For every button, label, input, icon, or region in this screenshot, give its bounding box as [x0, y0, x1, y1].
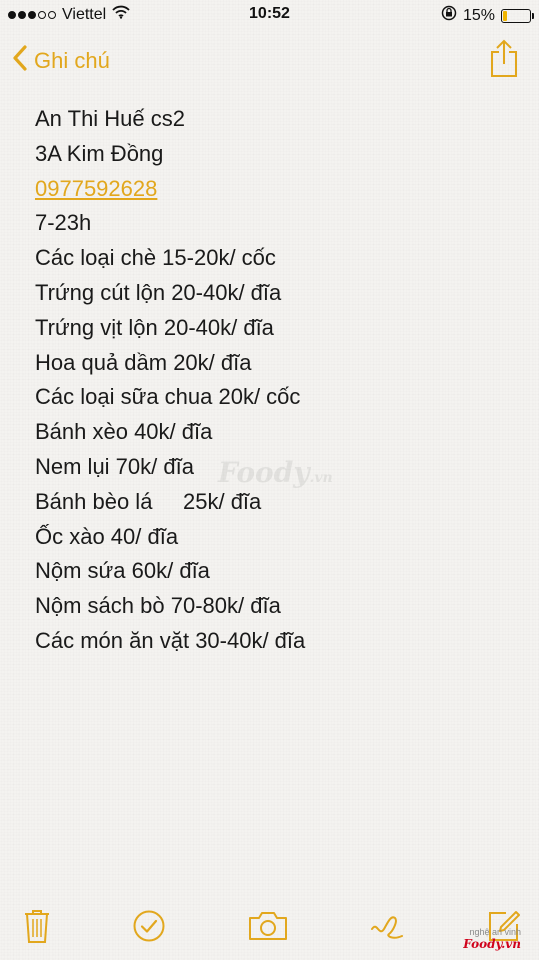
foody-logo: Foody.vn [463, 937, 521, 951]
status-time: 10:52 [249, 5, 290, 22]
back-button[interactable] [12, 44, 110, 77]
battery-level-fill [503, 11, 507, 21]
note-line: Các loại chè 15-20k/ cốc [35, 245, 276, 271]
battery-icon [501, 9, 531, 23]
note-line: Bánh bèo lá 25k/ đĩa [35, 488, 262, 514]
note-line: Các loại sữa chua 20k/ cốc [35, 384, 301, 410]
share-icon [489, 65, 519, 82]
phone-number-link[interactable]: 0977592628 [35, 175, 158, 201]
bottom-toolbar [0, 900, 539, 956]
note-body[interactable] [35, 102, 305, 659]
delete-button[interactable] [17, 908, 57, 948]
note-line: Trứng cút lộn 20-40k/ đĩa [35, 279, 282, 305]
share-button[interactable] [489, 38, 519, 83]
sketch-button[interactable] [367, 908, 407, 948]
chevron-left-icon [12, 44, 28, 77]
status-bar [0, 0, 539, 30]
navigation-bar [0, 36, 539, 84]
foody-credit [463, 926, 521, 950]
status-right [441, 5, 531, 26]
sketch-icon [369, 909, 405, 948]
checklist-button[interactable] [129, 908, 169, 948]
battery-percent: 15% [462, 6, 495, 24]
note-line: Nem lụi 70k/ đĩa [35, 453, 194, 479]
credit-text: nghệ an vinh [469, 927, 521, 937]
note-line: Bánh xèo 40k/ đĩa [35, 419, 213, 445]
trash-icon [23, 908, 51, 949]
back-button-label: Ghi chú [34, 47, 110, 73]
note-line: Các món ăn vặt 30-40k/ đĩa [35, 627, 306, 653]
carrier-name: Viettel [62, 5, 107, 23]
camera-button[interactable] [248, 908, 288, 948]
note-line: Nộm sứa 60k/ đĩa [35, 558, 210, 584]
note-line: Nộm sách bò 70-80k/ đĩa [35, 593, 281, 619]
watermark: Foody.vn [218, 456, 333, 489]
note-line: 3A Kim Đồng [35, 140, 164, 166]
note-line: Hoa quả dầm 20k/ đĩa [35, 349, 252, 375]
note-line: 7-23h [35, 210, 92, 236]
note-line: Trứng vịt lộn 20-40k/ đĩa [35, 314, 274, 340]
note-line: Ốc xào 40/ đĩa [35, 523, 179, 549]
rotation-lock-icon [441, 5, 457, 26]
note-line: An Thi Huế cs2 [35, 106, 186, 131]
checklist-icon [132, 909, 166, 948]
camera-icon [247, 910, 289, 947]
